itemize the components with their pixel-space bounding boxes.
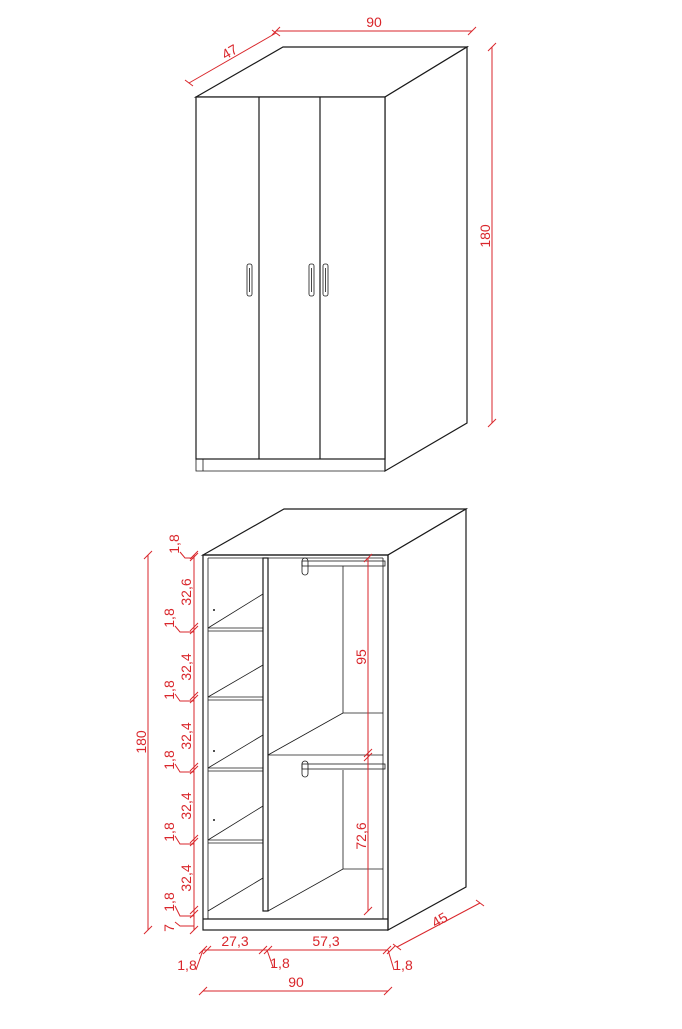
left-shelves	[208, 594, 263, 911]
open-width-dimension	[199, 974, 392, 995]
left-section-width-label: 27,3	[221, 933, 249, 949]
open-carcass	[203, 555, 388, 930]
stack-label-7: 32,4	[178, 792, 194, 820]
stack-label-2: 1,8	[161, 608, 177, 628]
hanging-upper-label: 95	[353, 649, 369, 665]
open-side-face	[388, 509, 466, 930]
closed-plinth	[196, 459, 385, 471]
closed-width-label: 90	[366, 14, 382, 30]
stack-label-4: 1,8	[161, 680, 177, 700]
closed-side-face	[385, 47, 467, 471]
open-width-label: 90	[288, 974, 304, 990]
closed-height-dimension	[477, 43, 496, 427]
right-panel-label: 1,8	[393, 957, 413, 973]
hanging-dimension	[353, 554, 372, 915]
stack-label-5: 32,4	[178, 722, 194, 750]
stack-label-9: 32,4	[178, 864, 194, 892]
stack-label-8: 1,8	[161, 822, 177, 842]
open-height-dimension	[133, 551, 152, 934]
stack-label-11: 7	[161, 924, 177, 932]
left-stack-dimension	[161, 534, 198, 934]
right-section-width-label: 57,3	[312, 933, 340, 949]
closed-front	[196, 97, 385, 459]
open-depth-label: 45	[428, 908, 451, 931]
section-width-dimension	[177, 933, 413, 973]
middle-divider	[263, 558, 268, 911]
hanging-rail-upper	[302, 558, 385, 575]
closed-wardrobe	[185, 14, 496, 471]
hanging-lower-label: 72,6	[353, 822, 369, 850]
closed-depth-label: 47	[218, 40, 241, 63]
stack-label-6: 1,8	[161, 750, 177, 770]
closed-width-dimension	[272, 14, 476, 35]
left-panel-label: 1,8	[177, 957, 197, 973]
middle-panel-label: 1,8	[270, 955, 290, 971]
right-section	[268, 566, 383, 911]
stack-label-0: 1,8	[166, 534, 182, 554]
hanging-rail-lower	[302, 761, 385, 777]
open-wardrobe	[133, 509, 484, 995]
stack-label-10: 1,8	[161, 892, 177, 912]
stack-label-1: 32,6	[178, 578, 194, 606]
open-height-label: 180	[133, 730, 149, 754]
stack-label-3: 32,4	[178, 653, 194, 681]
closed-height-label: 180	[477, 224, 493, 248]
